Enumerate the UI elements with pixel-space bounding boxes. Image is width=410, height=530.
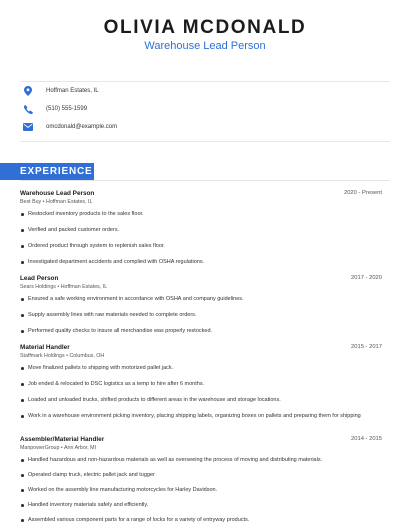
job-bullet: Restocked inventory products to the sales floor. (20, 210, 382, 218)
job-entry (20, 188, 382, 266)
job-bullet: Operated clamp truck, electric pallet jack and tugger (20, 471, 382, 479)
contact-phone (20, 102, 87, 116)
company-name: ManpowerGroup (20, 445, 60, 451)
job-bullet: Move finalized pallets to shipping with motorized pallet jack. (20, 364, 382, 372)
resume-name: OLIVIA MCDONALD (103, 17, 307, 38)
phone-icon (22, 103, 34, 115)
job-dates: 2020 - Present (343, 190, 382, 196)
job-bullet: Verified and packed customer orders. (20, 226, 382, 234)
company-name: Sears Holdings (20, 284, 56, 290)
job-bullet: Work in a warehouse environment picking inventory, placing shipping labels, organizing boxes on pallets and preparing them for shipping (20, 412, 382, 420)
contact-email (20, 120, 117, 134)
experience-heading: EXPERIENCE (20, 166, 93, 177)
company-name: Staffmark Holdings (20, 353, 65, 359)
job-bullet: Assembled various component parts for a range of locks for a variety of entryway products. (20, 516, 382, 524)
company-location: Ann Arbor, MI (63, 445, 97, 451)
job-dates: 2017 - 2020 (351, 275, 382, 281)
contact-section (20, 81, 390, 142)
email-icon (22, 121, 34, 133)
job-entry (20, 342, 382, 420)
contact-email-text: omcdonald@example.com (46, 124, 118, 130)
job-entry (20, 434, 382, 524)
job-entry (20, 273, 382, 335)
company-location: Columbus, OH (69, 353, 105, 359)
job-bullet: Handled hazardous and non-hazardous materials as well as overseeing the process of moving and distributing materials. (20, 456, 382, 464)
contact-phone-text: (510) 555-1599 (46, 106, 88, 112)
job-title: Assembler/Material Handler (20, 435, 105, 443)
job-title: Warehouse Lead Person (20, 189, 95, 197)
job-bullet: Handled inventory materials safely and efficiently. (20, 501, 382, 509)
job-bullet: Supply assembly lines with raw materials needed to complete orders. (20, 311, 382, 319)
section-divider (20, 180, 390, 181)
job-company: Staffmark Holdings • Columbus, OH (20, 353, 105, 359)
job-title: Lead Person (20, 274, 59, 282)
contact-location-text: Hoffman Estates, IL (46, 88, 99, 94)
job-bullet: Loaded and unloaded trucks, shifted products to different areas in the warehouse and storage locations. (20, 396, 382, 404)
job-bullet: Performed quality checks to insure all merchandise was properly restocked. (20, 327, 382, 335)
job-bullet: Job ended & relocated to DSC logistics as a temp to hire after 6 months. (20, 380, 382, 388)
job-company: Sears Holdings • Hoffman Estates, IL (20, 284, 108, 290)
company-location: Hoffman Estates, IL (60, 284, 108, 290)
job-bullet: Investigated department accidents and complied with OSHA regulations. (20, 258, 382, 266)
contact-location (20, 84, 99, 98)
job-bullet: Ordered product through system to replenish sales floor. (20, 242, 382, 250)
job-bullet: Ensured a safe working environment in accordance with OSHA and company guidelines. (20, 295, 382, 303)
job-dates: 2014 - 2015 (351, 436, 382, 442)
job-bullet: Worked on the assembly line manufacturing motorcycles for Harley Davidson. (20, 486, 382, 494)
location-pin-icon (22, 85, 34, 97)
company-location: Hoffman Estates, IL (46, 199, 93, 205)
resume-role: Warehouse Lead Person (144, 40, 266, 52)
job-title: Material Handler (20, 343, 70, 351)
job-dates: 2015 - 2017 (351, 344, 382, 350)
job-company: ManpowerGroup • Ann Arbor, MI (20, 445, 97, 451)
job-company: Best Buy • Hoffman Estates, IL (20, 199, 93, 205)
company-name: Best Buy (20, 199, 42, 205)
